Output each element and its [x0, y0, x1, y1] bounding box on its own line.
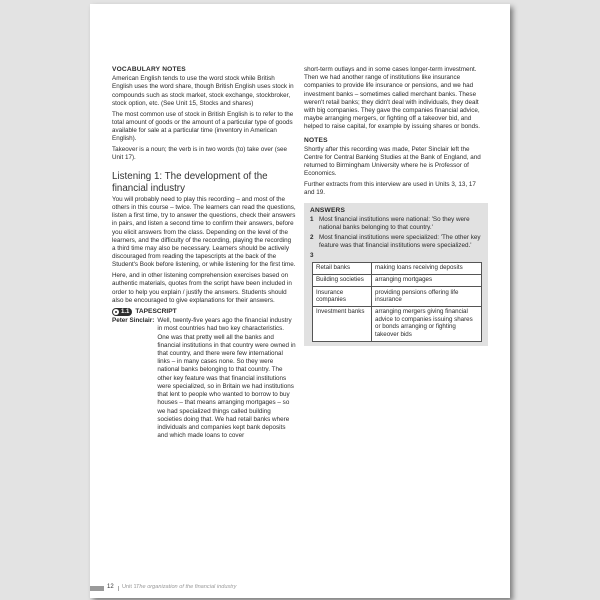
- right-column: [304, 66, 488, 346]
- page-number: 12: [107, 584, 114, 590]
- table-row: [313, 306, 482, 341]
- track-number: 1.1: [121, 309, 130, 316]
- tapescript-header: [112, 308, 296, 316]
- tapescript-continuation: short-term outlays and in some cases longer-term investment. Then we had another range of institutions like insurance companies to provide life insurance or pensions, and we had investment banks – sometimes called merchant banks. These weren't retail banks; they didn't deal with individuals, they dealt with big companies. They gave the companies financial advice, maybe arranging mergers, or fighting off a takeover bid, and helped to raise capital, for example by issuing shares or bonds.: [304, 66, 481, 131]
- notes-paragraph-1: Shortly after this recording was made, Peter Sinclair left the Centre for Central Banking Studies at the Bank of England, and returned to Birmingham University where he is Professor of Economics.: [304, 145, 481, 178]
- footer-title: The organization of the financial industry: [136, 584, 237, 590]
- listening-paragraph-1: You will probably need to play this recording – and most of the others in this course – twice. The learners can read the questions, listen a first time, try to answer the questions, check their answers in pairs, and listen a second time to confirm their answers, before you elicit answers from the class. Depending on the level of the learners, and the difficulty of the recording, playing the recording a third time may also be necessary. Learners should be actively discouraged from reading the tapescripts at the back of the Student's Book before listening, or while listening for the first time.: [112, 195, 296, 269]
- notes-heading: NOTES: [304, 136, 328, 144]
- listening-paragraph-2: Here, and in other listening comprehension exercises based on authentic materials, quotes from the script have been included in order to help you explain / justify the answers. Students should also be encouraged to give explanations for their answers.: [112, 272, 292, 304]
- table-cell-activities: arranging mortgages: [372, 274, 482, 286]
- footer-divider: [118, 586, 119, 591]
- vocabulary-paragraph-2: The most common use of stock in British English is to refer to the total amount of goods or the amount of a particular type of goods available for sale at a particular time (inventory in American English).: [112, 110, 294, 143]
- answer-item: [310, 234, 482, 250]
- answer-number: 2: [310, 233, 314, 241]
- footer-unit: Unit 1: [122, 584, 137, 590]
- tapescript-speech: [112, 317, 296, 440]
- speech-text: Well, twenty-five years ago the financial industry in most countries had two key characteristics. One was that pretty well all the banks and financial institutions in that country were owned in that country, and there were few international links – in many cases none. So they were national banks belonging to that country. The other key feature was that financial institutions were specialized, so in Britain we had institutions that lent to people who wanted to borrow to buy houses – that means arranging mortgages – so we had specialized things called building societies doing that. We had retail banks where individuals and companies kept bank deposits and which made loans to cover: [157, 317, 296, 440]
- table-row: [313, 287, 482, 307]
- answers-box: [304, 203, 488, 346]
- answer-item: [310, 216, 482, 232]
- left-column: [112, 66, 296, 440]
- vocabulary-notes-heading: VOCABULARY NOTES: [112, 66, 186, 73]
- table-cell-activities: making loans receiving deposits: [372, 262, 482, 274]
- table-cell-institution: Insurance companies: [313, 287, 372, 307]
- vocabulary-paragraph-3: Takeover is a noun; the verb is in two words (to) take over (see Unit 17).: [112, 146, 287, 162]
- table-row: [313, 274, 482, 286]
- track-badge: [112, 308, 132, 316]
- answer-number: 1: [310, 215, 314, 223]
- answer-number: 3: [310, 251, 314, 259]
- page-footer: [90, 584, 510, 594]
- book-page: [90, 4, 510, 598]
- listening-title: Listening 1: The development of the financial industry: [112, 171, 268, 194]
- answers-heading: ANSWERS: [310, 206, 346, 214]
- table-cell-activities: providing pensions offering life insurance: [372, 287, 482, 307]
- table-cell-institution: Retail banks: [313, 262, 372, 274]
- institutions-table: [312, 262, 482, 342]
- cd-icon: [113, 309, 119, 315]
- notes-paragraph-2: Further extracts from this interview are used in Units 3, 13, 17 and 19.: [304, 181, 476, 197]
- answer-item: [310, 252, 482, 260]
- speaker-name: Peter Sinclair:: [112, 317, 155, 325]
- answer-text: [319, 252, 482, 260]
- vocabulary-paragraph-1: American English tends to use the word stock while British English uses the word share, though British English uses stock in compounds such as stock market, stock exchange, stockbroker, stock option, etc. (See Unit 15, Stocks and shares): [112, 75, 294, 107]
- table-cell-activities: arranging mergers giving financial advice to companies issuing shares or bonds arranging or fighting takeover bids: [372, 306, 482, 341]
- table-cell-institution: Building societies: [313, 274, 372, 286]
- table-cell-institution: Investment banks: [313, 306, 372, 341]
- answer-text: Most financial institutions were specialized: 'The other key feature was that financial institutions were specialized.': [319, 233, 481, 249]
- footer-bar: [90, 586, 104, 591]
- answer-text: Most financial institutions were national: 'So they were national banks belonging to that country.': [319, 215, 470, 232]
- tapescript-label: TAPESCRIPT: [135, 308, 177, 316]
- table-row: [313, 262, 482, 274]
